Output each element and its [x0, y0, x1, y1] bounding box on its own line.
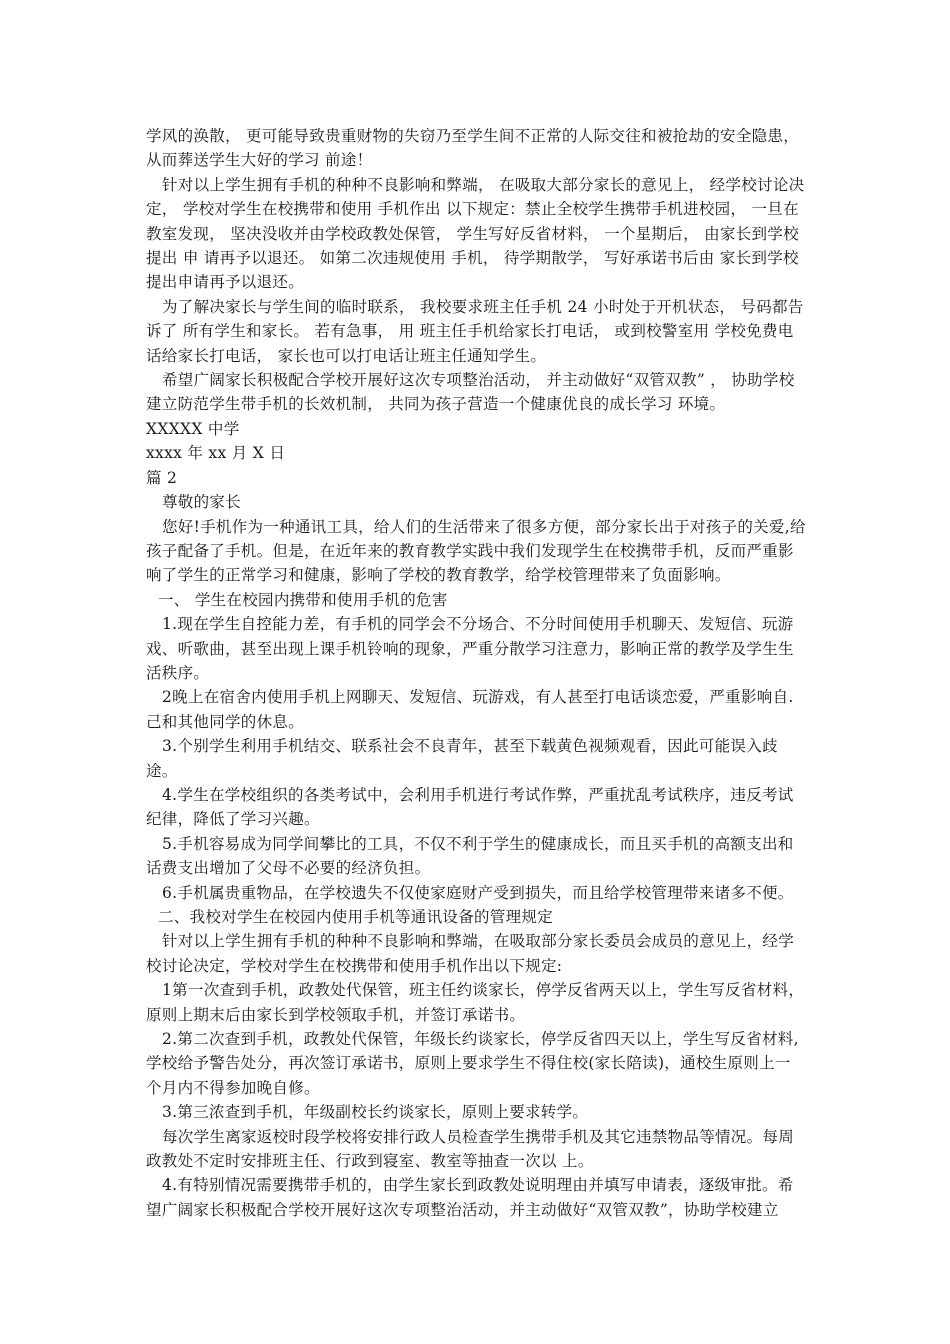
rule-item-3: 3.第三浓查到手机，年级副校长约谈家长，原则上要求转学。	[162, 1103, 589, 1122]
rule-item-4: 4.有特别情况需要携带手机的，由学生家长到政教处说明理由并填写申请表，逐级审批。希望广阔家长积极配合学校开展好这次专项整治活动，并主动做好“双管双教”，协助学校建立	[146, 1176, 794, 1219]
heading-harms: 一、 学生在校园内携带和使用手机的危害	[158, 590, 448, 609]
rule-item-2: 2.第二次查到手机，政教处代保管，年级长约谈家长，停学反省四天以上，学生写反省材料,学校给予警告处分，再次签订承诺书，原则上要求学生不得住校(家长陪读)，通校生原则上一个月内不得参加晚自修。	[146, 1030, 799, 1097]
paragraph-4: 希望广阔家长积极配合学校开展好这次专项整治活动， 并主动做好“双管双教” ， 协助学校建立防范学生带手机的长效机制， 共同为孩子营造一个健康优良的成长学习 环境。	[146, 371, 795, 414]
harm-item-6: 6.手机属贵重物品，在学校遗失不仅使家庭财产受到损失，而且给学校管理带来诸多不便。	[162, 883, 794, 902]
paragraph-2: 针对以上学生拥有手机的种种不良影响和弊端， 在吸取大部分家长的意见上， 经学校讨论决定， 学校对学生在校携带和使用 手机作出 以下规定：禁止全校学生携带手机进校园， 一旦在教室发现， 坚决没收并由学校政教处保管， 学生写好反省材料， 一个星期后， 由家长到学校提出 申 请再予以退还。 如第二次违规使用 手机， 待学期散学， 写好承诺书后由 家长到学校提出申请再予以退还。	[146, 175, 805, 292]
harm-item-1: 1.现在学生自控能力差，有手机的同学会不分场合、不分时间使用手机聊天、发短信、玩游戏、听歌曲，甚至出现上课手机铃响的现象，严重分散学习注意力，影响正常的教学及学生生活秩序。	[146, 615, 794, 682]
rule-item-1: 1第一次查到手机，政教处代保管，班主任约谈家长，停学反省两天以上，学生写反省材料，原则上期末后由家长到学校领取手机，并签订承诺书。	[146, 981, 805, 1024]
date-line: xxxx 年 xx 月 X 日	[146, 444, 286, 463]
paragraph-1: 学风的涣散， 更可能导致贵重财物的失窃乃至学生间不正常的人际交往和被抢劫的安全隐患，从而葬送学生大好的学习 前途！	[146, 127, 800, 170]
document-page	[146, 124, 806, 1222]
harm-item-2: 2晚上在宿舍内使用手机上网聊天、发短信、玩游戏，有人甚至打电话谈恋爱，严重影响自.己和其他同学的休息。	[146, 688, 794, 731]
paragraph-3: 为了解决家长与学生间的临时联系， 我校要求班主任手机 24 小时处于开机状态， 号码都告诉了 所有学生和家长。 若有急事， 用 班主任手机给家长打电话， 或到校警室用 学校免费电话给家长打电话， 家长也可以打电话让班主任通知学生。	[146, 297, 804, 365]
harm-item-3: 3.个别学生利用手机结交、联系社会不良青年，甚至下载黄色视频观看，因此可能误入歧途。	[146, 737, 778, 780]
inspection-paragraph: 每次学生离家返校时段学校将安排行政人员检查学生携带手机及其它违禁物品等情况。每周政教处不定时安排班主任、行政到寝室、教室等抽查一次以 上。	[146, 1127, 795, 1171]
paragraph-intro: 您好!手机作为一种通讯工具，给人们的生活带来了很多方便，部分家长出于对孩子的关爱,给孩子配备了手机。但是，在近年来的教育教学实践中我们发现学生在校携带手机，反而严重影响了学生的正常学习和健康，影响了学校的教育教学，给学校管理带来了负面影响。	[146, 517, 806, 585]
heading-rules: 二、我校对学生在校园内使用手机等通讯设备的管理规定	[158, 908, 554, 926]
section-title: 篇 2	[146, 468, 178, 487]
rules-intro: 针对以上学生拥有手机的种种不良影响和弊端，在吸取部分家长委员会成员的意见上，经学校讨论决定，学校对学生在校携带和使用手机作出以下规定:	[146, 932, 795, 975]
school-signature: XXXXX 中学	[146, 419, 240, 438]
harm-item-5: 5.手机容易成为同学间攀比的工具，不仅不利于学生的健康成长，而且买手机的高额支出和话费支出增加了父母不必要的经济负担。	[146, 834, 794, 878]
harm-item-4: 4.学生在学校组织的各类考试中，会利用手机进行考试作弊，严重扰乱考试秩序，违反考试纪律，降低了学习兴趣。	[146, 785, 794, 829]
salutation: 尊敬的家长	[162, 493, 242, 512]
